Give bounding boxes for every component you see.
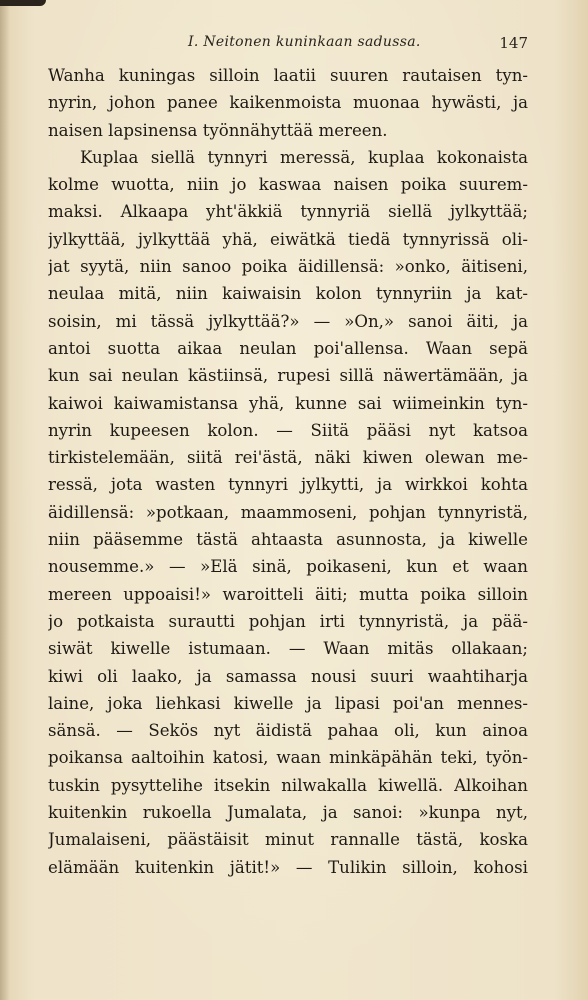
text-line: poikansa aaltoihin katosi, waan minkäpähän teki, työn- (48, 748, 528, 768)
text-line: naisen lapsinensa työnnähyttää mereen. (48, 120, 388, 140)
text-line: soisin, mi tässä jylkyttää?» — »On,» sanoi äiti, ja (48, 311, 528, 331)
text-line: Wanha kuningas silloin laatii suuren rautaisen tyn- (48, 66, 528, 85)
text-line: ressä, jota wasten tynnyri jylkytti, ja wirkkoi kohta (48, 475, 528, 495)
text-line: kun sai neulan kästiinsä, rupesi sillä näwertämään, ja (48, 366, 528, 386)
text-line: tirkistelemään, siitä rei'ästä, näki kiwen olewan me- (48, 448, 528, 468)
text-line: laine, joka liehkasi kiwelle ja lipasi poi'an mennes- (48, 693, 528, 713)
text-line: antoi suotta aikaa neulan poi'allensa. Waan sepä (48, 338, 528, 358)
text-line: nyrin kupeesen kolon. — Siitä pääsi nyt katsoa (48, 420, 528, 440)
text-line: Jumalaiseni, päästäisit minut rannalle tästä, koska (48, 830, 528, 850)
running-head: I. Neitonen kuninkaan sadussa. (188, 34, 421, 50)
text-line: äidillensä: »potkaan, maammoseni, pohjan tynnyristä, (48, 502, 528, 522)
page-gutter-shadow (0, 0, 10, 1000)
text-line: jat syytä, niin sanoo poika äidillensä: »onko, äitiseni, (48, 257, 528, 277)
text-line: siwät kiwelle istumaan. — Waan mitäs ollakaan; (48, 639, 528, 659)
text-line: Kuplaa siellä tynnyri meressä, kuplaa kokonaista (80, 147, 528, 167)
text-line: kolme wuotta, niin jo kaswaa naisen poika suurem- (48, 175, 528, 195)
text-line: tuskin pysyttelihe itsekin nilwakalla kiwellä. Alkoihan (48, 775, 528, 795)
corner-mark (0, 0, 46, 6)
text-line: jo potkaista surautti pohjan irti tynnyristä, ja pää- (48, 611, 528, 631)
page-header (48, 34, 528, 54)
body-text (48, 62, 528, 881)
text-line: nyrin, johon panee kaikenmoista muonaa hywästi, ja (48, 93, 528, 113)
text-line: jylkyttää, jylkyttää yhä, eiwätkä tiedä tynnyrissä oli- (48, 229, 528, 249)
text-line: sänsä. — Sekös nyt äidistä pahaa oli, kun ainoa (48, 721, 528, 741)
page-number: 147 (499, 34, 528, 52)
text-line: nousemme.» — »Elä sinä, poikaseni, kun et waan (48, 557, 528, 577)
text-line: mereen uppoaisi!» waroitteli äiti; mutta poika silloin (48, 584, 528, 604)
text-line: kuitenkin rukoella Jumalata, ja sanoi: »kunpa nyt, (48, 803, 528, 823)
text-line: maksi. Alkaapa yht'äkkiä tynnyriä siellä jylkyttää; (48, 202, 528, 222)
text-line: kaiwoi kaiwamistansa yhä, kunne sai wiimeinkin tyn- (48, 393, 528, 413)
text-line: kiwi oli laako, ja samassa nousi suuri waahtiharja (48, 666, 528, 686)
text-line: niin pääsemme tästä ahtaasta asunnosta, ja kiwelle (48, 530, 528, 550)
text-line: elämään kuitenkin jätit!» — Tulikin silloin, kohosi (48, 857, 528, 877)
text-line: neulaa mitä, niin kaiwaisin kolon tynnyriin ja kat- (48, 284, 528, 304)
